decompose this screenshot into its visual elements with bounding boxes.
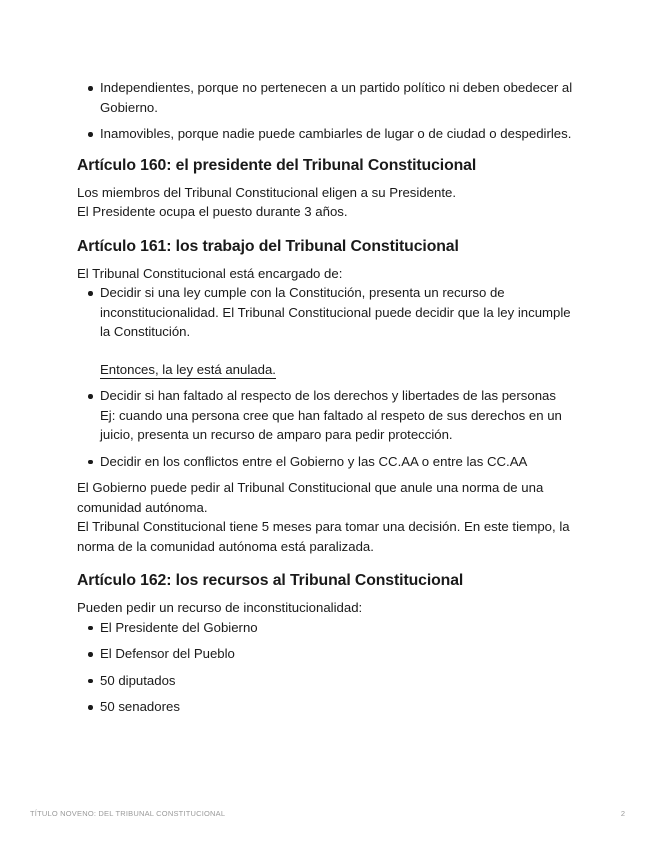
- footer-title: TÍTULO NOVENO: DEL TRIBUNAL CONSTITUCIONAL: [30, 809, 226, 818]
- article-162-list: [77, 618, 582, 717]
- list-item: [77, 283, 582, 379]
- text-line: El Tribunal Constitucional tiene 5 meses para tomar una decisión. En este tiempo, la norma de la comunidad autónoma está paralizada.: [77, 519, 570, 554]
- article-161-heading: Artículo 161: los trabajo del Tribunal Constitucional: [77, 237, 459, 255]
- list-item: El Presidente del Gobierno: [77, 618, 582, 638]
- list-item: [77, 386, 582, 445]
- article-161-intro: El Tribunal Constitucional está encargado de:: [77, 265, 343, 281]
- list-item: Inamovibles, porque nadie puede cambiarles de lugar o de ciudad o despedirles.: [77, 124, 582, 144]
- underlined-note: Entonces, la ley está anulada.: [100, 361, 276, 377]
- article-160-text: [77, 183, 582, 222]
- list-item: Decidir en los conflictos entre el Gobierno y las CC.AA o entre las CC.AA: [77, 452, 582, 472]
- article-161-paragraph: [77, 478, 582, 556]
- list-item: El Defensor del Pueblo: [77, 644, 582, 664]
- list-item-text: Decidir si han faltado al respecto de los derechos y libertades de las personas: [100, 388, 556, 403]
- article-160-heading: Artículo 160: el presidente del Tribunal Constitucional: [77, 156, 477, 174]
- list-item: 50 diputados: [77, 671, 582, 691]
- list-item-example: Ej: cuando una persona cree que han faltado al respeto de sus derechos en un juicio, presenta un recurso de amparo para pedir protección.: [100, 407, 562, 442]
- page-number: 2: [620, 809, 625, 818]
- list-item-text: Decidir si una ley cumple con la Constitución, presenta un recurso de inconstitucionalidad. El Tribunal Constitucional puede decidir que la ley incumple la Constitución.: [100, 285, 571, 339]
- list-item: Independientes, porque no pertenecen a un partido político ni deben obedecer al Gobierno.: [77, 78, 582, 117]
- text-line: Los miembros del Tribunal Constitucional eligen a su Presidente.: [77, 184, 456, 200]
- list-item: 50 senadores: [77, 697, 582, 717]
- article-162-intro: Pueden pedir un recurso de inconstitucionalidad:: [77, 600, 363, 615]
- document-page: [77, 78, 582, 724]
- article-161-list: [77, 283, 582, 471]
- intro-list: [77, 78, 582, 144]
- article-162-heading: Artículo 162: los recursos al Tribunal Constitucional: [77, 572, 464, 589]
- text-line: El Presidente ocupa el puesto durante 3 años.: [77, 204, 348, 219]
- text-line: El Gobierno puede pedir al Tribunal Constitucional que anule una norma de una comunidad autónoma.: [77, 480, 544, 515]
